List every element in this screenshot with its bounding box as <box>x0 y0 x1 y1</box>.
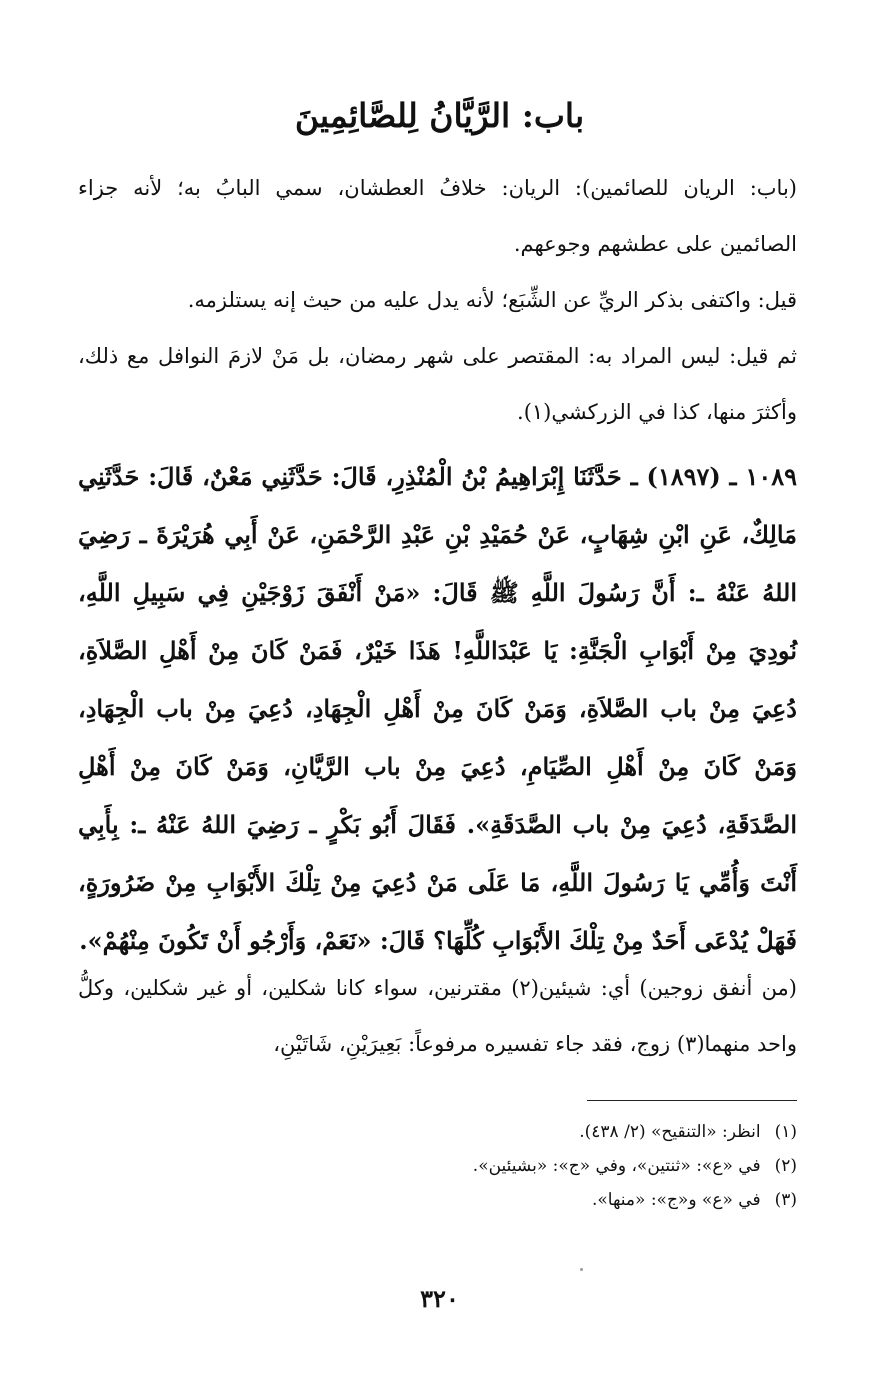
footnote-number: (٢) <box>774 1156 797 1176</box>
commentary-paragraph: قيل: واكتفى بذكر الريِّ عن الشِّبَع؛ لأنه يدل عليه من حيث إنه يستلزمه. <box>187 288 797 312</box>
chapter-heading: باب: الرَّيَّانُ لِلصَّائِمِينَ <box>294 96 585 135</box>
footnotes <box>200 1115 797 1217</box>
hadith-block <box>78 448 797 970</box>
footnote-text: في «ع» و«ج»: «منها». <box>591 1190 761 1210</box>
footnote <box>200 1149 797 1183</box>
commentary-paragraph: ثم قيل: ليس المراد به: المقتصر على شهر رمضان، بل مَنْ لازمَ النوافل مع ذلك، وأكثرَ منها، كذا في الزركشي(١). <box>78 344 797 424</box>
footnote <box>200 1115 797 1149</box>
page-speck <box>580 1268 583 1271</box>
commentary-block-4 <box>78 960 797 1072</box>
footnote-text: انظر: «التنقيح» (٢/ ٤٣٨). <box>579 1122 761 1142</box>
footnote-number: (٣) <box>774 1190 797 1210</box>
commentary-block-3 <box>78 328 797 440</box>
commentary-block-2 <box>78 272 797 328</box>
footnote <box>200 1183 797 1217</box>
footnote-separator <box>587 1100 797 1101</box>
hadith-text: ١٠٨٩ ـ (١٨٩٧) ـ حَدَّثَنَا إِبْرَاهِيمُ بْنُ الْمُنْذِرِ، قَالَ: حَدَّثَنِي مَعْنٌ، قَالَ: حَدَّثَنِي مَالِكٌ، عَنِ ابْنِ شِهَابٍ، عَنْ حُمَيْدِ بْنِ عَبْدِ الرَّحْمَنِ، عَنْ أَبِي هُرَيْرَةَ ـ رَضِيَ اللهُ عَنْهُ ـ: أَنَّ رَسُولَ اللَّهِ ﷺ قَالَ: «مَنْ أَنْفَقَ زَوْجَيْنِ فِي سَبِيلِ اللَّهِ، نُودِيَ مِنْ أَبْوَابِ الْجَنَّةِ: يَا عَبْدَاللَّهِ! هَذَا خَيْرٌ، فَمَنْ كَانَ مِنْ أَهْلِ الصَّلاَةِ، دُعِيَ مِنْ باب الصَّلاَةِ، وَمَنْ كَانَ مِنْ أَهْلِ الْجِهَادِ، دُعِيَ مِنْ باب الْجِهَادِ، وَمَنْ كَانَ مِنْ أَهْلِ الصِّيَامِ، دُعِيَ مِنْ باب الرَّيَّانِ، وَمَنْ كَانَ مِنْ أَهْلِ الصَّدَقَةِ، دُعِيَ مِنْ باب الصَّدَقَةِ». فَقَالَ أَبُو بَكْرٍ ـ رَضِيَ اللهُ عَنْهُ ـ: بِأَبِي أَنْتَ وَأُمِّي يَا رَسُولَ اللَّهِ، مَا عَلَى مَنْ دُعِيَ مِنْ تِلْكَ الأَبْوَابِ مِنْ ضَرُورَةٍ، فَهَلْ يُدْعَى أَحَدٌ مِنْ تِلْكَ الأَبْوَابِ كُلِّهَا؟ قَالَ: «نَعَمْ، وَأَرْجُو أَنْ تَكُونَ مِنْهُمْ». <box>78 462 797 955</box>
commentary-paragraph: (من أنفق زوجين) أي: شيئين(٢) مقترنين، سواء كانا شكلين، أو غير شكلين، وكلُّ واحد منهما(٣) زوج، فقد جاء تفسيره مرفوعاً: بَعِيرَيْنِ، شَاتَيْنِ، <box>78 976 797 1056</box>
footnote-number: (١) <box>774 1122 797 1142</box>
commentary-paragraph: (باب: الريان للصائمين): الريان: خلافُ العطشان، سمي البابُ به؛ لأنه جزاء الصائمين على عطشهم وجوعهم. <box>78 176 797 256</box>
footnote-text: في «ع»: «ثنتين»، وفي «ج»: «بشيئين». <box>472 1156 761 1176</box>
commentary-block-1 <box>78 160 797 272</box>
page-number: ٣٢٠ <box>420 1284 459 1313</box>
